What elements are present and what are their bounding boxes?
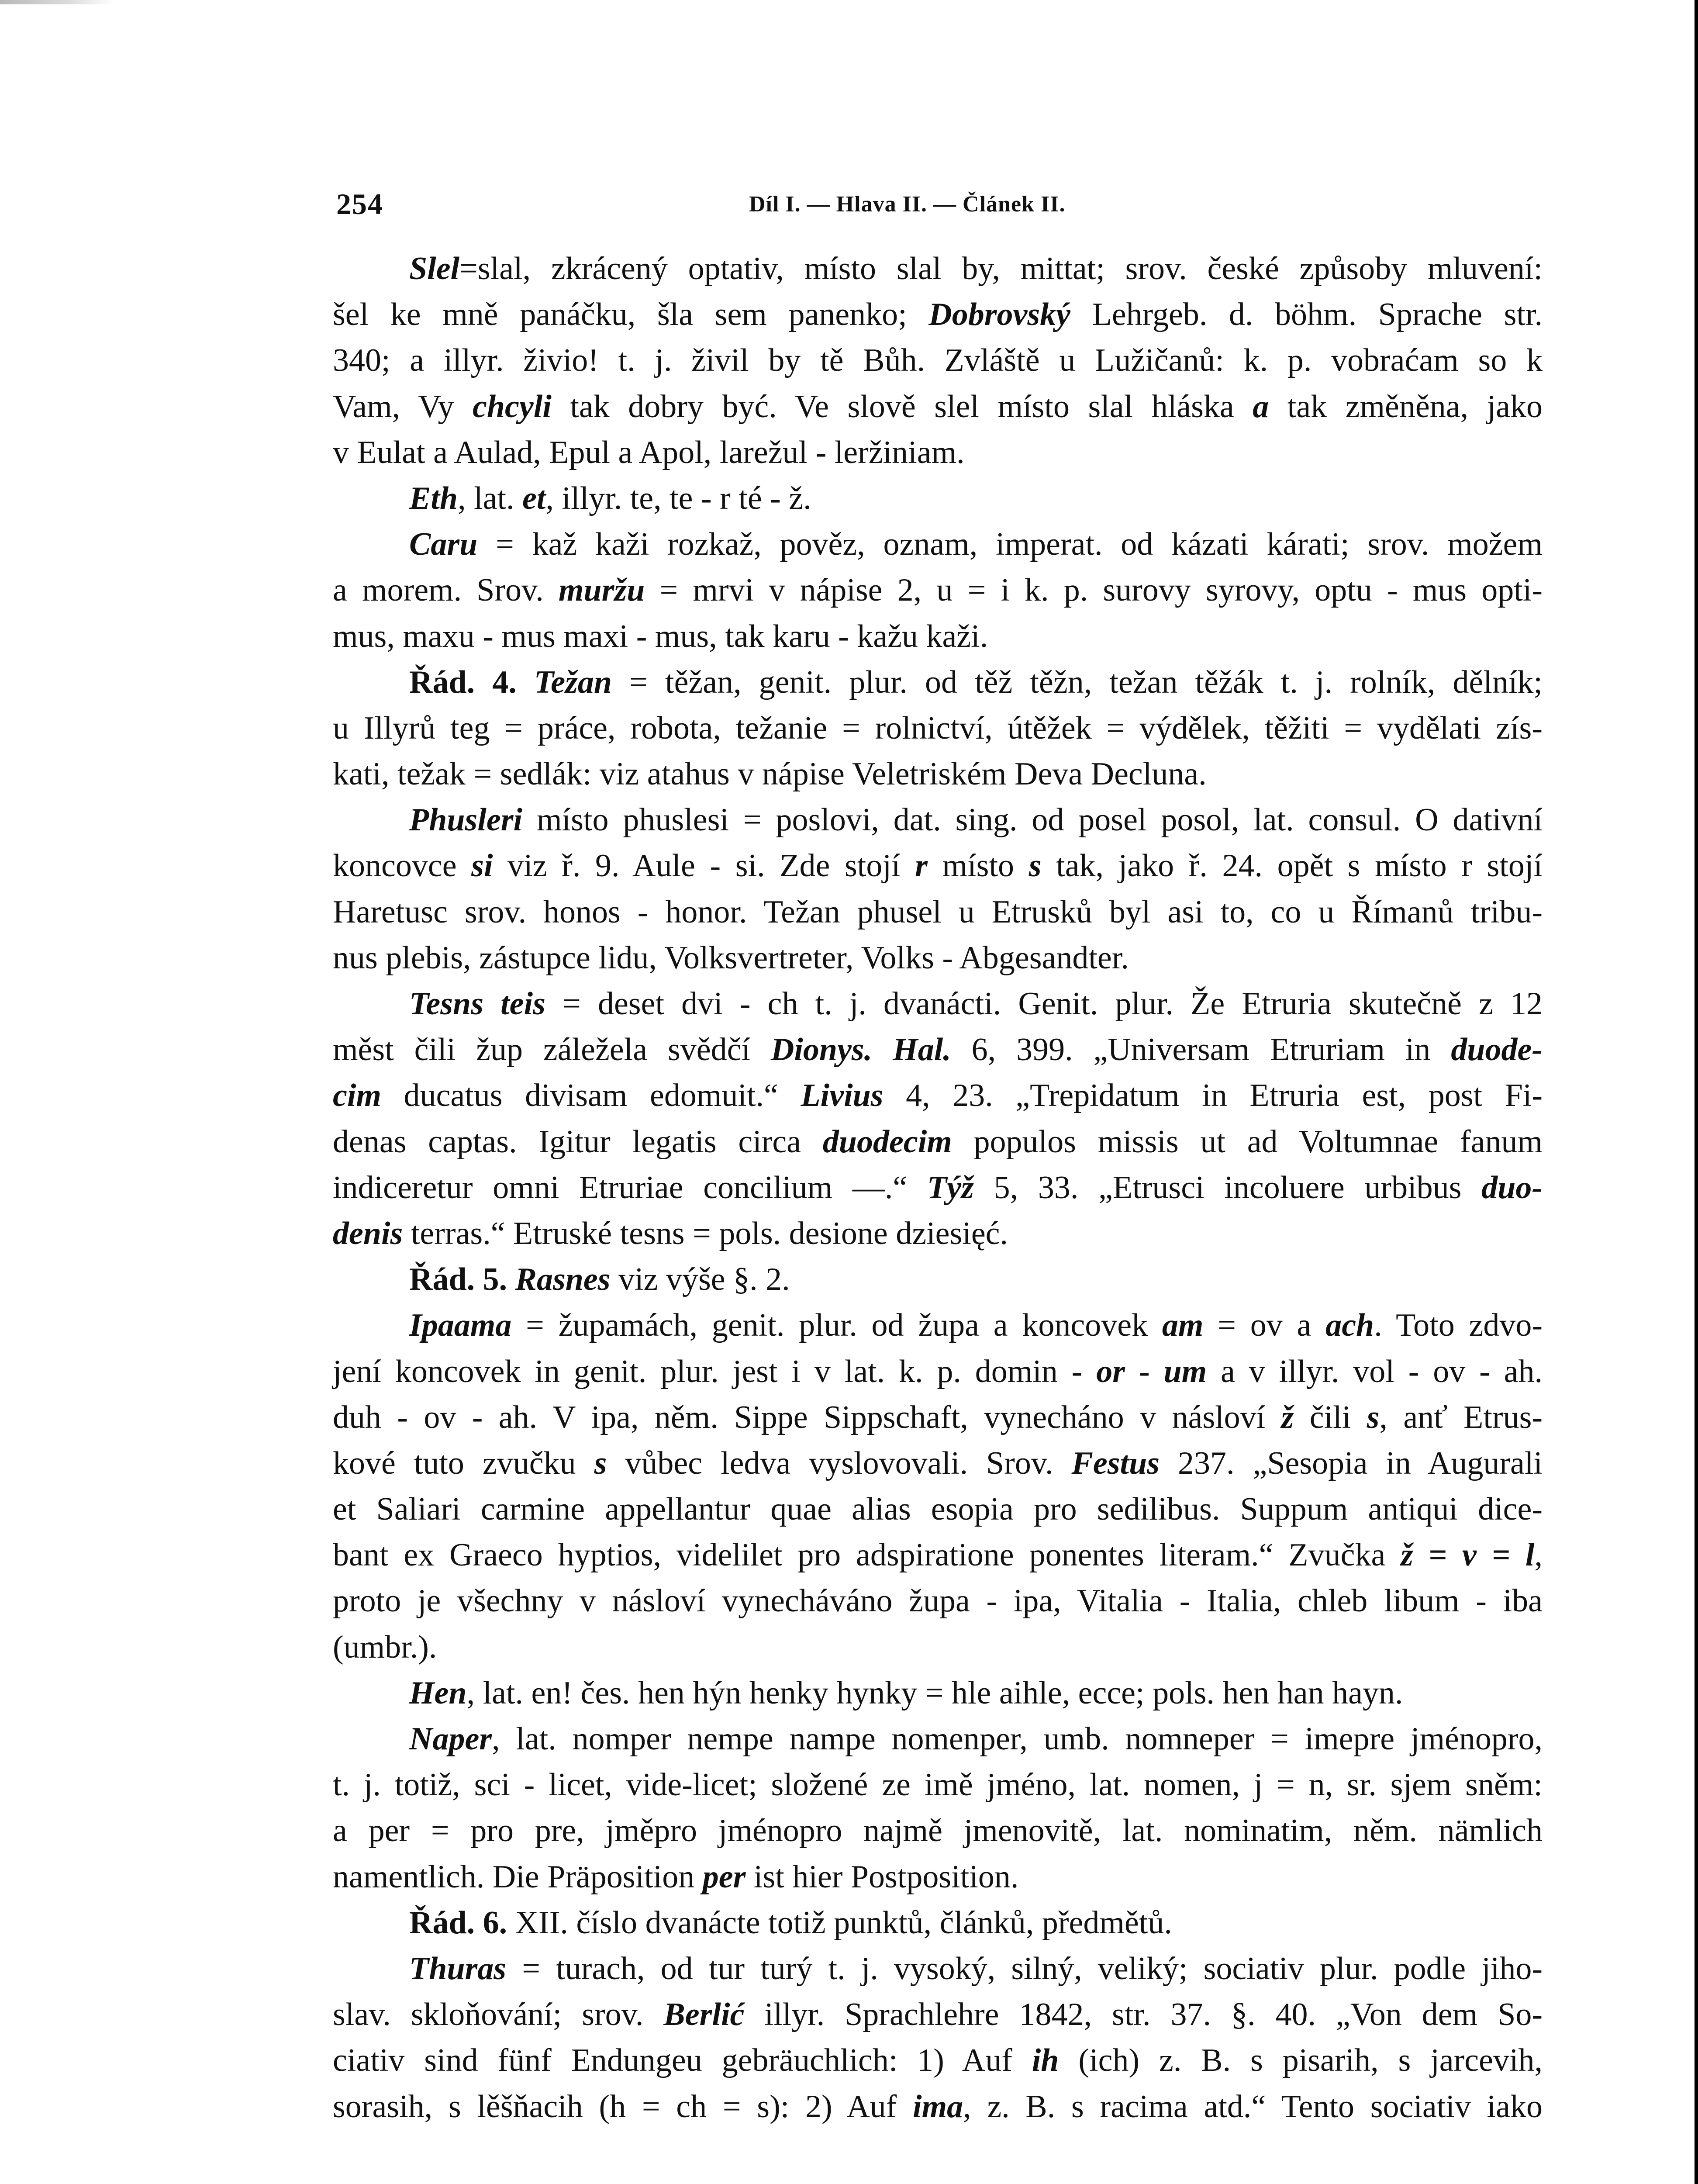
text-line (333, 522, 1543, 567)
section-label: Řád. 6. (409, 1904, 515, 1941)
line-text: koncovce (333, 848, 472, 884)
text-line (333, 384, 1543, 430)
line-text: viz ř. 9. Aule - si. Zde stojí (493, 848, 915, 884)
line-text: místo (927, 848, 1029, 884)
line-text: tak, jako ř. 24. opět s místo r stojí (1041, 848, 1543, 884)
line-text: čili (1294, 1399, 1367, 1435)
text-line (333, 567, 1543, 613)
line-text: šel ke mně panáčku, šla sem panenko; (333, 297, 929, 333)
emphasis-text: Naper (409, 1721, 492, 1757)
line-text: . Toto zdvo- (1374, 1307, 1543, 1344)
line-text: proto je všechny v násloví vynecháváno župa - ipa, Vitalia - Italia, chleb libum - iba (333, 1583, 1543, 1619)
line-text: v Eulat a Aulad, Epul a Apol, larežul - leržiniam. (333, 434, 965, 470)
line-text: u Illyrů teg = práce, robota, težanie = rolnictví, útěžek = výdělek, těžiti = vydělati zís- (333, 710, 1543, 746)
line-text: viz výše §. 2. (610, 1261, 790, 1298)
line-text: Haretusc srov. honos - honor. Težan phusel u Etrusků byl asi to, co u Římanů tribu- (333, 894, 1543, 930)
line-text: kati, težak = sedlák: viz atahus v nápise Veletriském Deva Decluna. (333, 756, 1207, 792)
line-text: a morem. Srov. (333, 572, 559, 608)
line-text: = župamách, genit. plur. od župa a koncovek (511, 1307, 1162, 1344)
emphasis-text: Težan (534, 664, 612, 700)
emphasis-text: duodecim (822, 1123, 952, 1160)
text-line (333, 1119, 1543, 1165)
line-text: tak změněna, jako (1269, 388, 1543, 425)
line-text: ducatus divisam edomuit.“ (381, 1078, 801, 1114)
page-header (336, 187, 1542, 226)
line-text: místo phuslesi = poslovi, dat. sing. od posel posol, lat. consul. O dativní (522, 802, 1543, 838)
emphasis-text: s (1367, 1399, 1380, 1435)
text-line (333, 1486, 1543, 1532)
text-line (333, 705, 1543, 751)
line-text: , lat. (458, 480, 523, 516)
scan-corner-mark (0, 0, 114, 4)
line-text: , lat. en! čes. hen hýn henky hynky = hle aihle, ecce; pols. hen han hayn. (466, 1675, 1403, 1711)
line-text: populos missis ut ad Voltumnae fanum (952, 1123, 1543, 1160)
text-line (333, 1532, 1543, 1578)
text-line (333, 935, 1543, 981)
emphasis-text: Livius (801, 1078, 884, 1114)
line-text: (umbr.). (333, 1629, 437, 1665)
emphasis-text: ima (913, 2088, 963, 2125)
emphasis-text: Caru (409, 526, 478, 563)
emphasis-text: chcyli (473, 388, 552, 425)
text-line (333, 614, 1543, 660)
line-text: , (1534, 1537, 1543, 1573)
emphasis-text: muržu (558, 572, 645, 608)
emphasis-text: per (702, 1859, 746, 1895)
emphasis-text: si (471, 848, 493, 884)
line-text: 6, 399. „Universam Etruriam in (951, 1032, 1451, 1068)
line-text: , z. B. s racima atd.“ Tento sociativ iako (963, 2088, 1543, 2125)
text-line (333, 660, 1543, 705)
text-line (333, 1762, 1543, 1808)
text-line (333, 1670, 1543, 1716)
line-text: tak dobry być. Ve slově slel místo slal hláska (551, 388, 1253, 425)
text-line (333, 1854, 1543, 1900)
line-text: , illyr. te, te - r té - ž. (545, 480, 811, 516)
emphasis-text: et (522, 480, 546, 516)
line-text: 340; a illyr. živio! t. j. živil by tě Bůh. Zvláště u Lužičanů: k. p. vobraćam so k (333, 342, 1543, 379)
emphasis-text: Thuras (409, 1950, 507, 1987)
line-text: =slal, zkrácený optativ, místo slal by, mittat; srov. české způsoby mluvení: (459, 251, 1543, 287)
emphasis-text: duo- (1481, 1169, 1543, 1206)
text-line (333, 430, 1543, 476)
line-text: indiceretur omni Etruriae concilium —.“ (333, 1169, 927, 1206)
line-text: Lehrgeb. d. böhm. Sprache str. (1070, 297, 1543, 333)
line-text: , anť Etrus- (1379, 1399, 1543, 1435)
emphasis-text: um (1163, 1353, 1207, 1389)
text-line (333, 1808, 1543, 1854)
text-line (333, 843, 1543, 889)
text-line (333, 2038, 1543, 2084)
emphasis-text: Slel (409, 251, 460, 287)
line-text: 237. „Sesopia in Augurali (1160, 1445, 1543, 1481)
emphasis-text: Ipaama (409, 1307, 512, 1344)
line-text: = mrvi v nápise 2, u = i k. p. surovy syrovy, optu - mus opti- (645, 572, 1543, 608)
emphasis-text: am (1162, 1307, 1204, 1344)
line-text: = ov a (1203, 1307, 1326, 1344)
emphasis-text: s (594, 1445, 607, 1481)
line-text: = kaž kaži rozkaž, pověz, oznam, imperat. od kázati kárati; srov. možem (477, 526, 1543, 563)
emphasis-text: Berlić (663, 1997, 745, 2033)
line-text: illyr. Sprachlehre 1842, str. 37. §. 40. „Von dem So- (744, 1997, 1543, 2033)
text-line (333, 1900, 1543, 1946)
line-text: = turach, od tur turý t. j. vysoký, silný, veliký; sociativ plur. podle jiho- (506, 1950, 1543, 1987)
line-text: 4, 23. „Trepidatum in Etruria est, post Fi- (883, 1078, 1543, 1114)
emphasis-text: Dionys. Hal. (770, 1032, 951, 1068)
line-text: sorasih, s lěšňacih (h = ch = s): 2) Auf (333, 2088, 913, 2125)
emphasis-text: cim (333, 1078, 381, 1114)
line-text: a per = pro pre, jměpro jménopro najmě jmenovitě, lat. nominatim, něm. nämlich (333, 1813, 1543, 1849)
text-line (333, 1073, 1543, 1119)
line-text: slav. skloňování; srov. (333, 1997, 664, 2033)
emphasis-text: ach (1325, 1307, 1374, 1344)
line-text: XII. číslo dvanácte totiž punktů, článků, předmětů. (515, 1904, 1172, 1941)
emphasis-text: Dobrovský (928, 297, 1071, 333)
page-number: 254 (336, 187, 383, 221)
line-text: nus plebis, zástupce lidu, Volksvertreter, Volks - Abgesandter. (333, 940, 1129, 976)
line-text: a v illyr. vol - ov - ah. (1207, 1353, 1543, 1389)
line-text: (ich) z. B. s pisarih, s jarcevih, (1059, 2042, 1543, 2079)
line-text: - (1125, 1353, 1164, 1389)
line-text: ciativ sind fünf Endungeu gebräuchlich: 1) Auf (333, 2042, 1032, 2079)
text-line (333, 1349, 1543, 1395)
line-text: , lat. nomper nempe nampe nomenper, umb. nomneper = imepre jménopro, (492, 1721, 1543, 1757)
text-line (333, 1624, 1543, 1670)
text-line (333, 476, 1543, 522)
emphasis-text: ž (1281, 1399, 1294, 1435)
emphasis-text: s (1028, 848, 1042, 884)
emphasis-text: or (1096, 1353, 1125, 1389)
emphasis-text: Rasnes (515, 1261, 611, 1298)
text-line (333, 338, 1543, 384)
emphasis-text: duode- (1451, 1032, 1543, 1068)
text-line (333, 1257, 1543, 1303)
text-line (333, 292, 1543, 338)
emphasis-text: ih (1032, 2042, 1059, 2079)
line-text: denas captas. Igitur legatis circa (333, 1123, 823, 1160)
line-text: mus, maxu - mus maxi - mus, tak karu - kažu kaži. (333, 618, 988, 654)
emphasis-text: a (1253, 388, 1269, 425)
text-line (333, 1165, 1543, 1211)
line-text: Vam, Vy (333, 388, 473, 425)
text-line (333, 1395, 1543, 1441)
line-text: namentlich. Die Präposition (333, 1859, 703, 1895)
text-line (333, 1992, 1543, 2038)
line-text: ist hier Postposition. (745, 1859, 1019, 1895)
line-text: = deset dvi - ch t. j. dvanácti. Genit. plur. Že Etruria skutečně z 12 (545, 986, 1543, 1022)
text-line (333, 246, 1543, 292)
text-line (333, 981, 1543, 1027)
section-label: Řád. 5. (409, 1261, 515, 1298)
line-text: = těžan, genit. plur. od těž těžn, težan těžák t. j. rolník, dělník; (612, 664, 1543, 700)
running-head: Díl I. — Hlava II. — Článek II. (749, 192, 1066, 217)
emphasis-text: denis (333, 1215, 403, 1251)
text-line (333, 2084, 1543, 2130)
line-text: kové tuto zvučku (333, 1445, 594, 1481)
line-text: vůbec ledva vyslovovali. Srov. (607, 1445, 1072, 1481)
section-label: Řád. 4. (409, 664, 534, 700)
text-line (333, 889, 1543, 935)
emphasis-text: Tesns teis (409, 986, 545, 1022)
text-line (333, 1946, 1543, 1992)
line-text: bant ex Graeco hyptios, videlilet pro adspiratione ponentes literam.“ Zvučka (333, 1537, 1401, 1573)
body-text (333, 246, 1543, 2130)
line-text: et Saliari carmine appellantur quae alias esopia pro sedilibus. Suppum antiqui dice- (333, 1491, 1543, 1527)
emphasis-text: ž = v = l (1401, 1537, 1535, 1573)
line-text: terras.“ Etruské tesns = pols. desione dziesięć. (403, 1215, 1008, 1251)
emphasis-text: Festus (1071, 1445, 1160, 1481)
emphasis-text: Eth (409, 480, 458, 516)
line-text: t. j. totiž, sci - licet, vide-licet; složené ze imě jméno, lat. nomen, j = n, sr. sjem sněm: (333, 1767, 1543, 1803)
text-line (333, 797, 1543, 843)
line-text: duh - ov - ah. V ipa, něm. Sippe Sippschaft, vynecháno v násloví (333, 1399, 1281, 1435)
emphasis-text: Týž (927, 1169, 974, 1206)
emphasis-text: r (915, 848, 928, 884)
text-line (333, 1303, 1543, 1348)
text-line (333, 1578, 1543, 1624)
emphasis-text: Hen (409, 1675, 467, 1711)
text-line (333, 1441, 1543, 1486)
line-text: měst čili žup záležela svědčí (333, 1032, 771, 1068)
line-text: 5, 33. „Etrusci incoluere urbibus (973, 1169, 1482, 1206)
emphasis-text: Phusleri (409, 802, 523, 838)
text-line (333, 1211, 1543, 1257)
line-text: jení koncovek in genit. plur. jest i v lat. k. p. domin - (333, 1353, 1097, 1389)
text-line (333, 751, 1543, 797)
text-line (333, 1027, 1543, 1073)
text-line (333, 1716, 1543, 1762)
